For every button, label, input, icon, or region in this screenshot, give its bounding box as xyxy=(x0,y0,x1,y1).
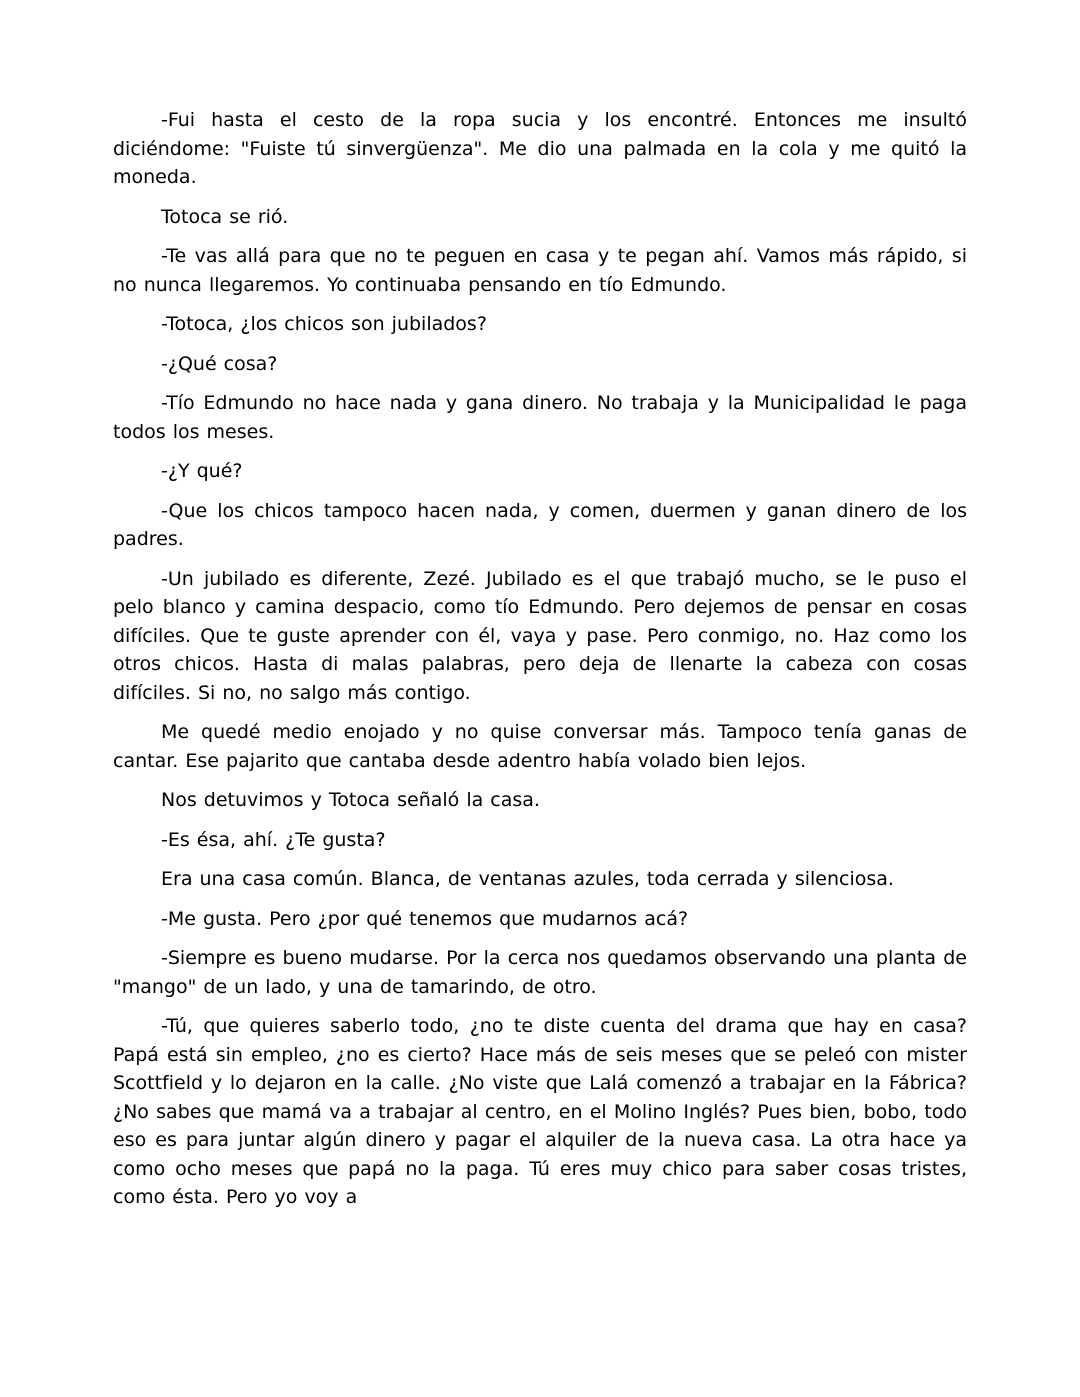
paragraph: -Siempre es bueno mudarse. Por la cerca nos quedamos observando una planta de "mango" de un lado, y una de tamarindo, de otro. xyxy=(113,947,967,998)
paragraph: Totoca se rió. xyxy=(161,205,289,228)
paragraph: -¿Qué cosa? xyxy=(161,352,278,375)
paragraph: -Tío Edmundo no hace nada y gana dinero. No trabaja y la Municipalidad le paga todos los meses. xyxy=(113,392,967,443)
paragraph: -Te vas allá para que no te peguen en casa y te pegan ahí. Vamos más rápido, si no nunca llegaremos. Yo continuaba pensando en tío Edmundo. xyxy=(113,245,967,296)
paragraph: Nos detuvimos y Totoca señaló la casa. xyxy=(161,789,540,811)
paragraph: -Es ésa, ahí. ¿Te gusta? xyxy=(161,828,386,851)
paragraph: -Un jubilado es diferente, Zezé. Jubilado es el que trabajó mucho, se le puso el pelo blanco y camina despacio, como tío Edmundo. Pero dejemos de pensar en cosas difíciles. Que te guste aprender con él, vaya y pase. Pero conmigo, no. Haz como los otros chicos. Hasta di malas palabras, pero deja de llenarte la cabeza con cosas difíciles. Si no, no salgo más contigo. xyxy=(113,567,967,704)
paragraph: -Totoca, ¿los chicos son jubilados? xyxy=(161,313,487,335)
paragraph: -Tú, que quieres saberlo todo, ¿no te diste cuenta del drama que hay en casa? Papá está sin empleo, ¿no es cierto? Hace más de seis meses que se peleó con mister Scottfield y lo dejaron en la calle. ¿No viste que Lalá comenzó a trabajar en la Fábrica? ¿No sabes que mamá va a trabajar al centro, en el Molino Inglés? Pues bien, bobo, todo eso es para juntar algún dinero y pagar el alquiler de la nueva casa. La otra hace ya como ocho meses que papá no la paga. Tú eres muy chico para saber cosas tristes, como ésta. Pero yo voy a xyxy=(113,1015,967,1208)
paragraph: Era una casa común. Blanca, de ventanas azules, toda cerrada y silenciosa. xyxy=(161,868,894,890)
paragraph: -¿Y qué? xyxy=(161,460,243,482)
paragraph: -Que los chicos tampoco hacen nada, y comen, duermen y ganan dinero de los padres. xyxy=(113,499,967,550)
paragraph: -Fui hasta el cesto de la ropa sucia y los encontré. Entonces me insultó diciéndome: "Fuiste tú sinvergüenza". Me dio una palmada en la cola y me quitó la moneda. xyxy=(113,109,967,188)
paragraph: Me quedé medio enojado y no quise conversar más. Tampoco tenía ganas de cantar. Ese pajarito que cantaba desde adentro había volado bien lejos. xyxy=(113,721,967,772)
paragraph: -Me gusta. Pero ¿por qué tenemos que mudarnos acá? xyxy=(161,907,689,930)
